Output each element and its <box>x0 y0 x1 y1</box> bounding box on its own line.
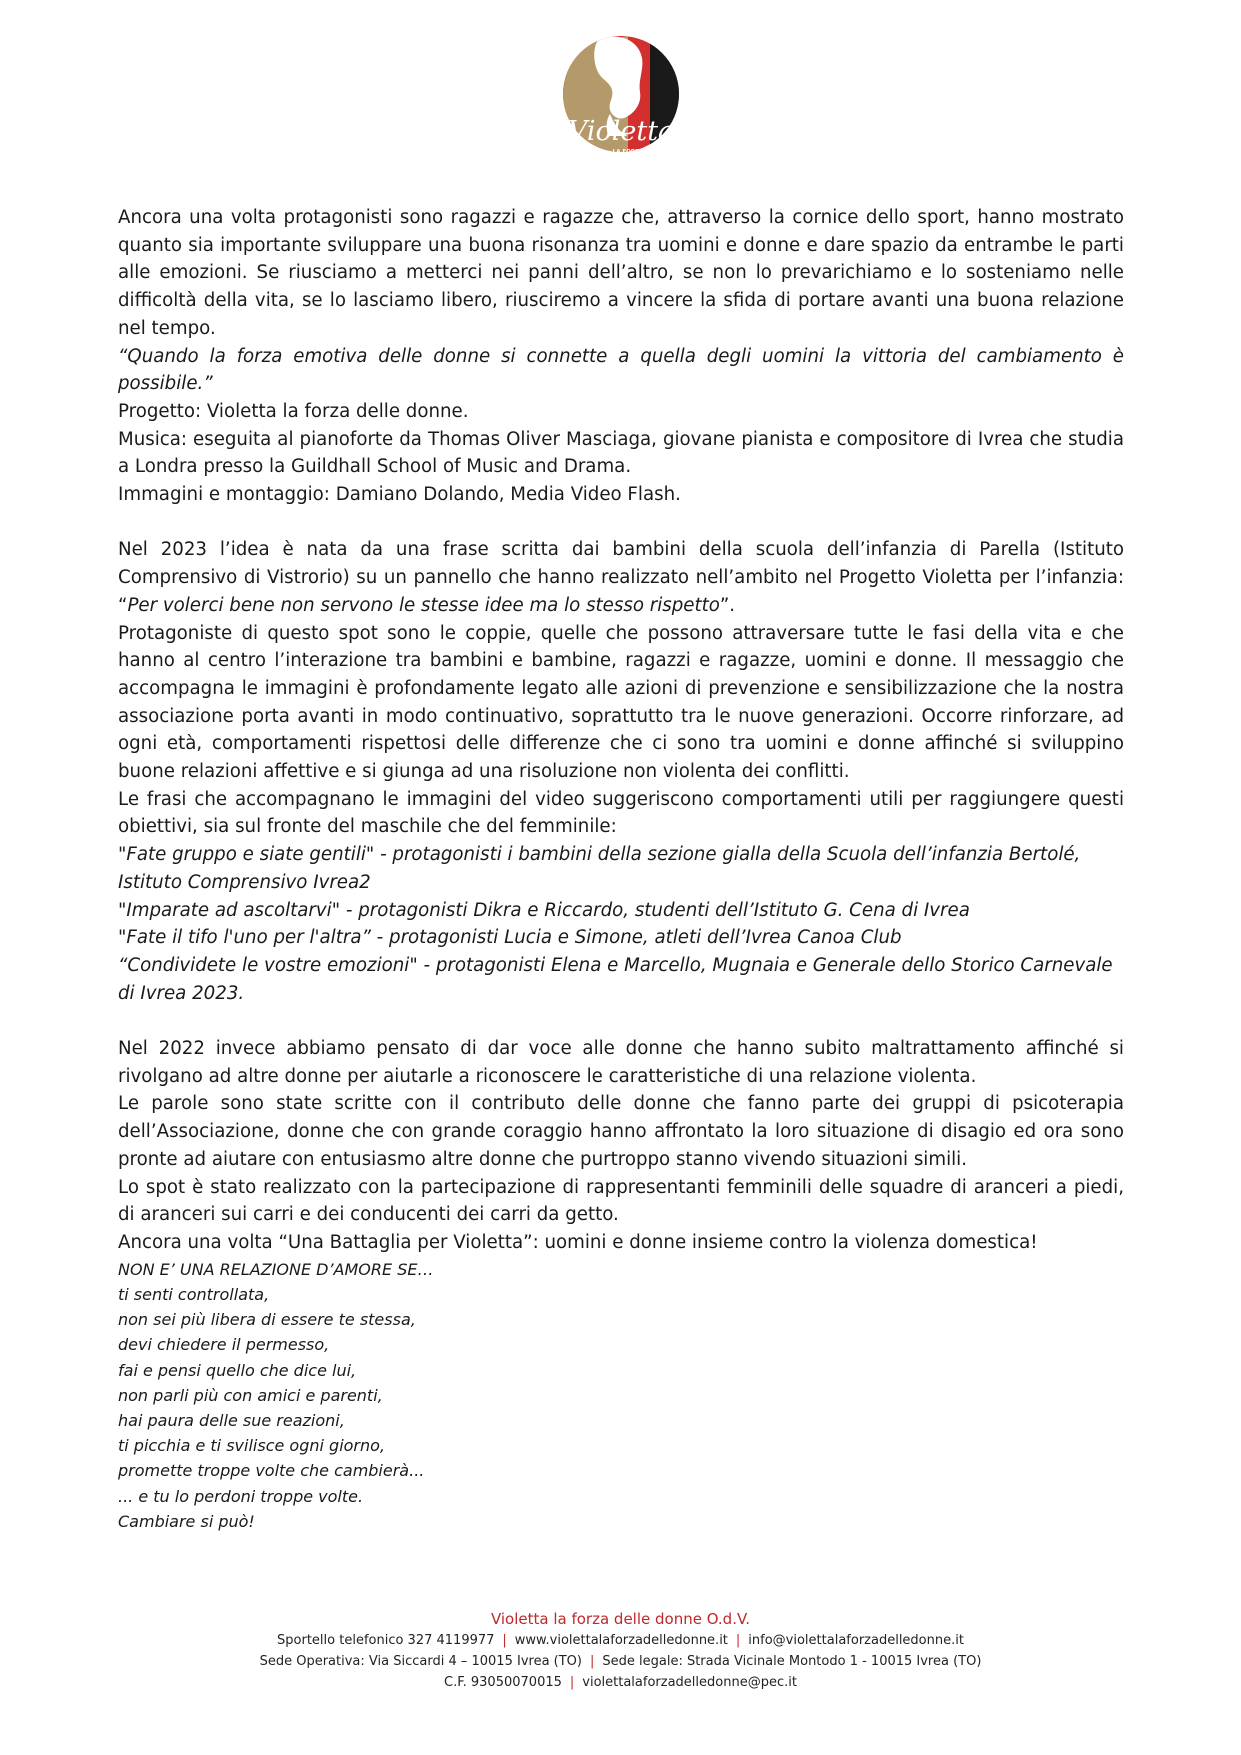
phrase-item: “Condividete le vostre emozioni" - protagonisti Elena e Marcello, Mugnaia e Generale dello Storico Carnevale di Ivrea 2023. <box>118 954 1113 1004</box>
footer-cf: C.F. 93050070015 <box>444 1675 562 1690</box>
paragraph-2022-intro: Nel 2022 invece abbiamo pensato di dar voce alle donne che hanno subito maltrattamento affinché si rivolgano ad altre donne per aiutarle a riconoscere le caratteristiche di una relazione violenta. <box>118 1038 1124 1087</box>
poem-line: promette troppe volte che cambierà... <box>118 1461 425 1481</box>
poem-line: devi chiedere il permesso, <box>118 1335 330 1355</box>
logo-tagline-1: LA FORZA <box>612 149 644 155</box>
logo-wordmark: Violetta <box>567 116 675 147</box>
paragraph-2022-battle: Ancora una volta “Una Battaglia per Violetta”: uomini e donne insieme contro la violenza domestica! <box>118 1231 1038 1253</box>
footer-sede-operativa: Sede Operativa: Via Siccardi 4 – 10015 Ivrea (TO) <box>259 1654 582 1669</box>
footer-phone: Sportello telefonico 327 4119977 <box>277 1633 495 1648</box>
poem-line: fai e pensi quello che dice lui, <box>118 1360 357 1380</box>
respect-quote: Per volerci bene non servono le stesse idee ma lo stesso rispetto <box>127 594 720 616</box>
paragraph-sport: Ancora una volta protagonisti sono ragazzi e ragazze che, attraverso la cornice dello sport, hanno mostrato quanto sia importante sviluppare una buona risonanza tra uomini e donne e dare spazio da entrambe le parti alle emozioni. Se riusciamo a metterci nei panni dell’altro, se non lo prevarichiamo e lo sosteniamo nelle difficoltà della vita, se lo lasciamo libero, riusciremo a vincere la sfida di portare avanti una buona relazione nel tempo. <box>118 207 1124 339</box>
footer-sede-legale: Sede legale: Strada Vicinale Montodo 1 - 10015 Ivrea (TO) <box>602 1654 982 1669</box>
footer-website-link[interactable]: www.violettalaforzadelledonne.it <box>514 1633 728 1648</box>
phrase-item: "Imparate ad ascoltarvi" - protagonisti Dikra e Riccardo, studenti dell’Istituto G. Cena di Ivrea <box>118 899 970 921</box>
violetta-logo <box>558 18 684 170</box>
paragraph-2022-spot: Lo spot è stato realizzato con la partecipazione di rappresentanti femminili delle squadre di aranceri a piedi, di aranceri sui carri e dei conducenti dei carri da getto. <box>118 1176 1124 1226</box>
footer-fiscal: C.F. 93050070015 | violettalaforzadelledonne@pec.it <box>444 1675 797 1690</box>
poem-line: NON E’ UNA RELAZIONE D’AMORE SE… <box>118 1259 434 1279</box>
phrase-item: "Fate gruppo e siate gentili" - protagonisti i bambini della sezione gialla della Scuola dell’infanzia Bertolé, Istituto Comprensivo Ivrea2 <box>118 844 1081 893</box>
footer-pec-link[interactable]: violettalaforzadelledonne@pec.it <box>582 1675 797 1690</box>
phrase-item: "Fate il tifo l'uno per l'altra” - protagonisti Lucia e Simone, atleti dell’Ivrea Canoa Club <box>118 927 902 949</box>
paragraph-2023-couples: Protagoniste di questo spot sono le coppie, quelle che possono attraversare tutte le fasi della vita e che hanno al centro l’interazione tra bambini e bambine, ragazzi e ragazze, uomini e donne. Il messaggio che accompagna le immagini è profondamente legato alle azioni di prevenzione e sensibilizzazione che la nostra associazione porta avanti in modo continuativo, soprattutto tra le nuove generazioni. Occorre rinforzare, ad ogni età, comportamenti rispettosi delle differenze che ci sono tra uomini e donne affinché si sviluppino buone relazioni affettive e si giunga ad una risoluzione non violenta dei conflitti. <box>118 622 1124 783</box>
footer <box>0 1608 1241 1693</box>
document-body <box>118 204 1124 1534</box>
project-line: Progetto: Violetta la forza delle donne. <box>118 400 469 422</box>
images-line: Immagini e montaggio: Damiano Dolando, Media Video Flash. <box>118 484 681 506</box>
poem-line: ti picchia e ti svilisce ogni giorno, <box>118 1436 386 1456</box>
quote: “Quando la forza emotiva delle donne si connette a quella degli uomini la vittoria del cambiamento è possibile.” <box>118 345 1124 395</box>
poem <box>118 1257 1124 1534</box>
footer-email-link[interactable]: info@violettalaforzadelledonne.it <box>748 1633 964 1648</box>
paragraph-2023-intro: Nel 2023 l’idea è nata da una frase scritta dai bambini della scuola dell’infanzia di Parella (Istituto Comprensivo di Vistrorio) su un pannello che hanno realizzato nell’ambito nel Progetto Violetta per l’infanzia: “Per volerci bene non servono le stesse idee ma lo stesso rispetto”. <box>118 539 1124 616</box>
footer-contacts: Sportello telefonico 327 4119977 | www.violettalaforzadelledonne.it | info@violettalaforzadelledonne.it <box>277 1633 964 1648</box>
paragraph-2023-phrases-intro: Le frasi che accompagnano le immagini del video suggeriscono comportamenti utili per raggiungere questi obiettivi, sia sul fronte del maschile che del femminile: <box>118 788 1124 838</box>
poem-line: non sei più libera di essere te stessa, <box>118 1310 416 1330</box>
music-line: Musica: eseguita al pianoforte da Thomas Oliver Masciaga, giovane pianista e compositore di Ivrea che studia a Londra presso la Guildhall School of Music and Drama. <box>118 428 1124 478</box>
poem-line: ... e tu lo perdoni troppe volte. <box>118 1486 364 1506</box>
poem-line: ti senti controllata, <box>118 1284 270 1304</box>
poem-line: non parli più con amici e parenti, <box>118 1385 383 1405</box>
paragraph-2022-words: Le parole sono state scritte con il contributo delle donne che fanno parte dei gruppi di psicoterapia dell’Associazione, donne che con grande coraggio hanno affrontato la loro situazione di disagio ed ora sono pronte ad aiutare con entusiasmo altre donne che purtroppo stanno vivendo situazioni simili. <box>118 1093 1124 1170</box>
poem-line: hai paura delle sue reazioni, <box>118 1410 345 1430</box>
footer-org-name: Violetta la forza delle donne O.d.V. <box>490 1610 751 1628</box>
poem-line: Cambiare si può! <box>118 1511 255 1531</box>
footer-addresses: Sede Operativa: Via Siccardi 4 – 10015 Ivrea (TO) | Sede legale: Strada Vicinale Montodo 1 - 10015 Ivrea (TO) <box>259 1654 982 1669</box>
logo-tagline-2: DELLE DONNE <box>606 156 650 162</box>
